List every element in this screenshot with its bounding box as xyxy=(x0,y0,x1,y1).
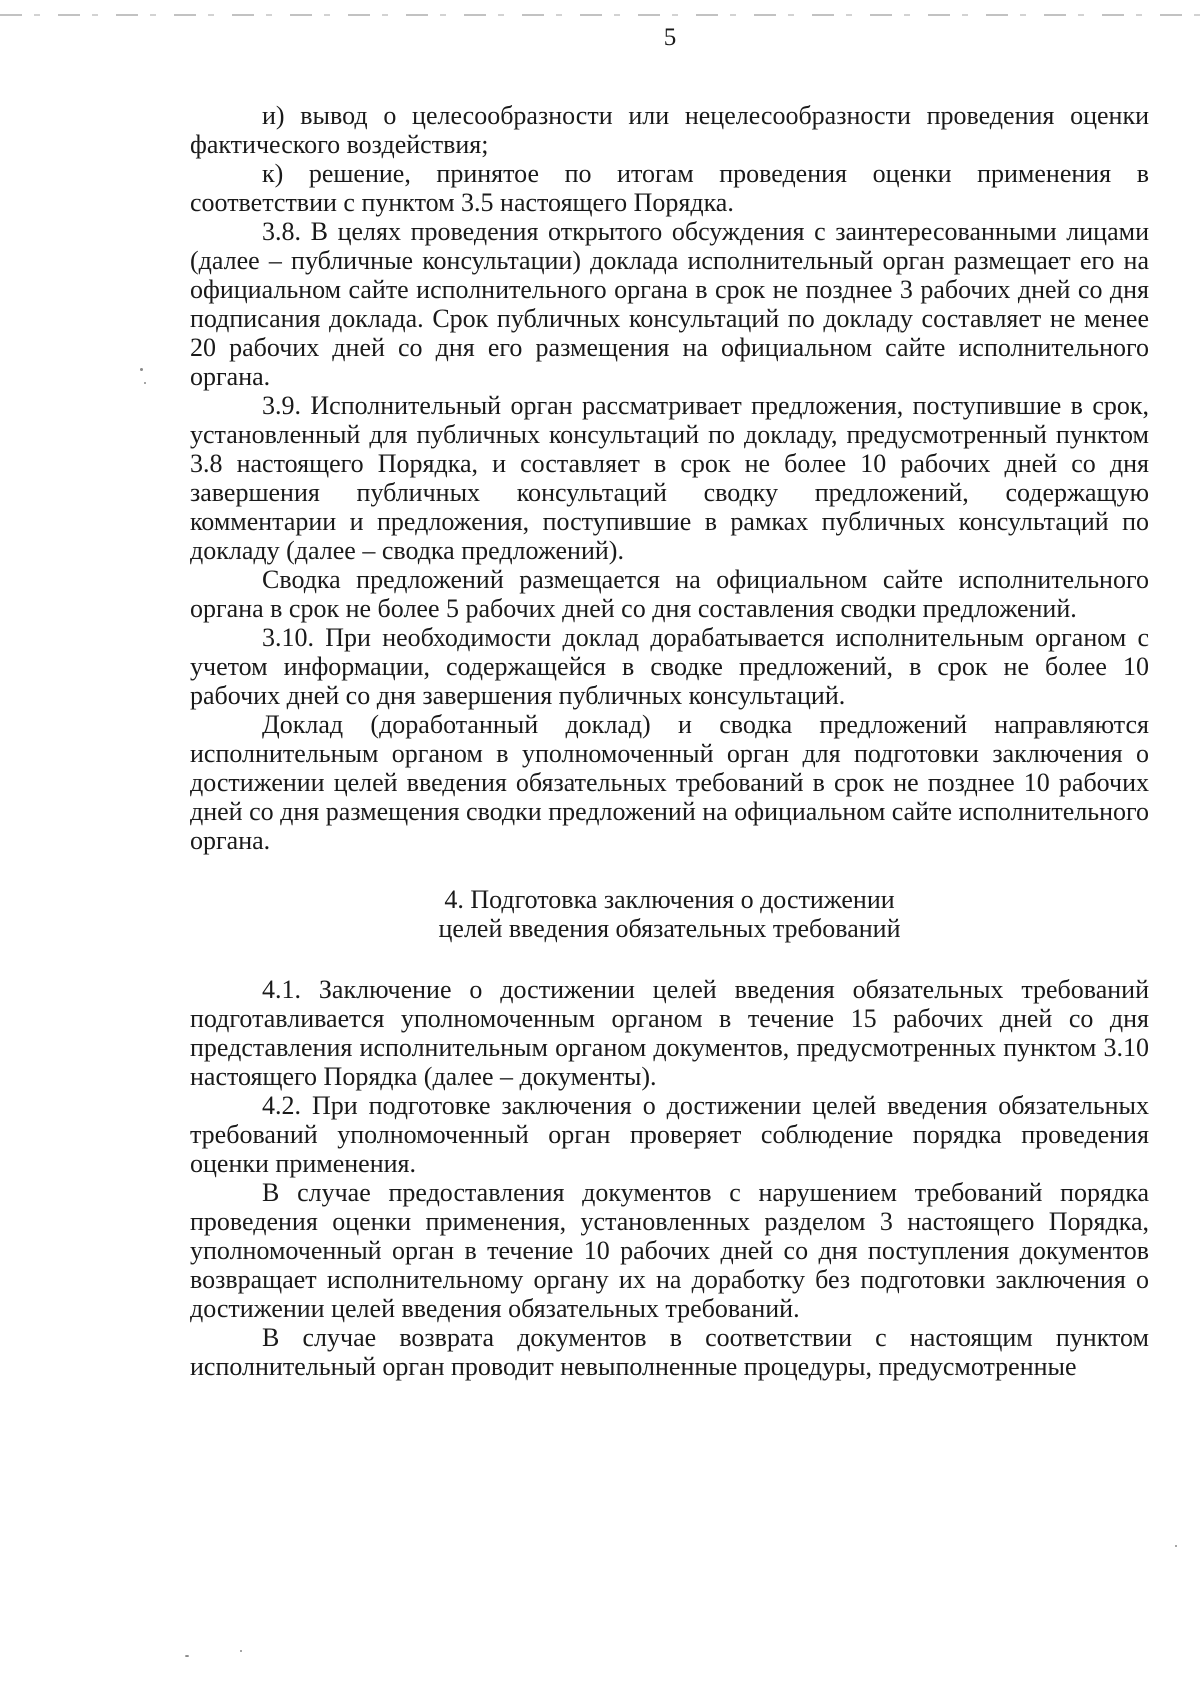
paragraph-summary-placement: Сводка предложений размещается на официальном сайте исполнительного органа в срок не более 5 рабочих дней со дня составления сводки предложений. xyxy=(190,565,1149,623)
paragraph-3-8: 3.8. В целях проведения открытого обсуждения с заинтересованными лицами (далее – публичные консультации) доклада исполнительный орган размещает его на официальном сайте исполнительного органа в срок не позднее 3 рабочих дней со дня подписания доклада. Срок публичных консультаций по докладу составляет не менее 20 рабочих дней со дня его размещения на официальном сайте исполнительного органа. xyxy=(190,217,1149,391)
paragraph-return-procedures: В случае возврата документов в соответствии с настоящим пунктом исполнительный орган проводит невыполненные процедуры, предусмотренные xyxy=(190,1323,1149,1381)
paragraph-violation-return: В случае предоставления документов с нарушением требований порядка проведения оценки применения, установленных разделом 3 настоящего Порядка, уполномоченный орган в течение 10 рабочих дней со дня поступления документов возвращает исполнительному органу их на доработку без подготовки заключения о достижении целей введения обязательных требований. xyxy=(190,1178,1149,1323)
section-4-heading xyxy=(190,885,1149,943)
paragraph-report-submission: Доклад (доработанный доклад) и сводка предложений направляются исполнительным органом в уполномоченный орган для подготовки заключения о достижении целей введения обязательных требований в срок не позднее 10 рабочих дней со дня размещения сводки предложений на официальном сайте исполнительного органа. xyxy=(190,710,1149,855)
scan-speck xyxy=(144,382,146,384)
section-4-heading-line-2: целей введения обязательных требований xyxy=(438,914,901,943)
scan-edge-artifact xyxy=(0,14,1200,16)
scan-speck xyxy=(185,1655,189,1657)
scan-speck xyxy=(240,1650,242,1652)
paragraph-item-i: и) вывод о целесообразности или нецелесообразности проведения оценки фактического воздействия; xyxy=(190,101,1149,159)
paragraph-3-10: 3.10. При необходимости доклад дорабатывается исполнительным органом с учетом информации, содержащейся в сводке предложений, в срок не более 10 рабочих дней со дня завершения публичных консультаций. xyxy=(190,623,1149,710)
scan-speck xyxy=(1175,1545,1177,1547)
paragraph-4-2: 4.2. При подготовке заключения о достижении целей введения обязательных требований уполномоченный орган проверяет соблюдение порядка проведения оценки применения. xyxy=(190,1091,1149,1178)
scan-speck xyxy=(140,368,143,371)
paragraph-3-9: 3.9. Исполнительный орган рассматривает предложения, поступившие в срок, установленный для публичных консультаций по докладу, предусмотренный пунктом 3.8 настоящего Порядка, и составляет в срок не более 10 рабочих дней со дня завершения публичных консультаций сводку предложений, содержащую комментарии и предложения, поступившие в рамках публичных консультаций по докладу (далее – сводка предложений). xyxy=(190,391,1149,565)
page-number: 5 xyxy=(663,24,677,51)
section-4-heading-line-1: 4. Подготовка заключения о достижении xyxy=(444,885,895,914)
paragraph-item-k: к) решение, принятое по итогам проведения оценки применения в соответствии с пунктом 3.5 настоящего Порядка. xyxy=(190,159,1149,217)
document-body xyxy=(190,101,1149,1381)
paragraph-4-1: 4.1. Заключение о достижении целей введения обязательных требований подготавливается уполномоченным органом в течение 15 рабочих дней со дня представления исполнительным органом документов, предусмотренных пунктом 3.10 настоящего Порядка (далее – документы). xyxy=(190,975,1149,1091)
